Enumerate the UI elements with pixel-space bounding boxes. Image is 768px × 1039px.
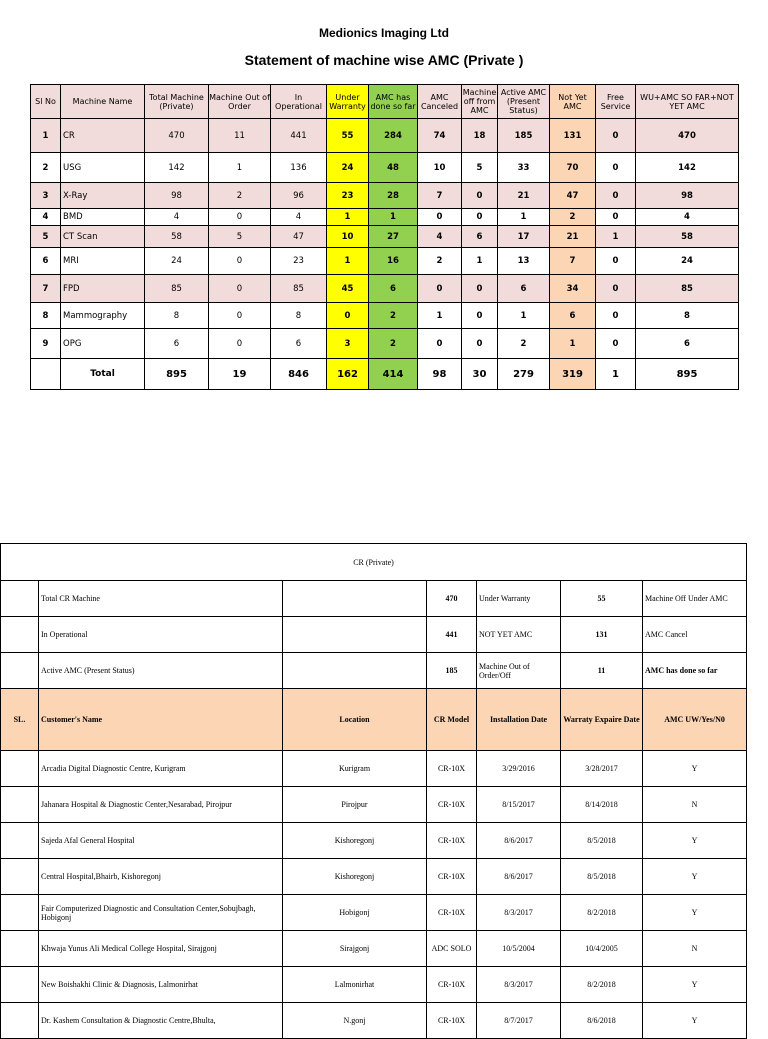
summary-value-cell: 4 [418, 226, 462, 248]
header-not-yet-amc: Not Yet AMC [550, 85, 596, 119]
total-cell: 279 [498, 359, 550, 390]
summary-row [31, 248, 739, 275]
detail-cell: 8/5/2018 [561, 823, 643, 859]
detail-info-row [1, 581, 747, 617]
detail-cell: 8/2/2018 [561, 895, 643, 931]
detail-cell: 8/6/2017 [477, 859, 561, 895]
header-out-of-order: Machine Out of Order [209, 85, 271, 119]
detail-cell: Lalmonirhat [283, 967, 427, 1003]
summary-row [31, 183, 739, 209]
detail-header-cell: Location [283, 689, 427, 751]
customer-name-cell: Khwaja Yunus Ali Medical College Hospital, Sirajgonj [39, 931, 283, 967]
summary-value-cell: 96 [271, 183, 327, 209]
detail-cell: CR-10X [427, 967, 477, 1003]
summary-value-cell: 0 [418, 275, 462, 303]
summary-value-cell: 4 [145, 209, 209, 226]
detail-header-row [1, 689, 747, 751]
summary-value-cell: 284 [369, 119, 418, 153]
detail-cell: Sirajgonj [283, 931, 427, 967]
summary-value-cell: 0 [596, 153, 636, 183]
info-cell: Total CR Machine [39, 581, 283, 617]
summary-value-cell: 0 [596, 303, 636, 329]
summary-row [31, 119, 739, 153]
summary-value-cell: 34 [550, 275, 596, 303]
detail-row [1, 895, 747, 931]
total-blank [31, 359, 61, 390]
summary-value-cell: 98 [145, 183, 209, 209]
summary-value-cell: 7 [550, 248, 596, 275]
summary-sl-cell: 1 [31, 119, 61, 153]
summary-value-cell: 0 [462, 275, 498, 303]
summary-value-cell: 27 [369, 226, 418, 248]
detail-cell: 8/3/2017 [477, 895, 561, 931]
detail-header-cell: Installation Date [477, 689, 561, 751]
header-sl-no: Sl No [31, 85, 61, 119]
detail-cell: Y [643, 895, 747, 931]
info-cell: Under Warranty [477, 581, 561, 617]
customer-name-cell: Dr. Kashem Consultation & Diagnostic Centre,Bhulta, [39, 1003, 283, 1039]
customer-name-cell: Sajeda Afal General Hospital [39, 823, 283, 859]
info-blank-cell [283, 617, 427, 653]
summary-value-cell: 21 [498, 183, 550, 209]
summary-sl-cell: 6 [31, 248, 61, 275]
summary-value-cell: 7 [418, 183, 462, 209]
summary-machine-name: CT Scan [61, 226, 145, 248]
total-cell: 1 [596, 359, 636, 390]
info-cell: 131 [561, 617, 643, 653]
detail-cell: 8/3/2017 [477, 967, 561, 1003]
total-cell: 846 [271, 359, 327, 390]
summary-value-cell: 74 [418, 119, 462, 153]
summary-value-cell: 6 [498, 275, 550, 303]
summary-value-cell: 85 [145, 275, 209, 303]
summary-value-cell: 6 [636, 329, 739, 359]
customer-name-cell: Arcadia Digital Diagnostic Centre, Kurigram [39, 751, 283, 787]
info-blank-cell [283, 581, 427, 617]
summary-value-cell: 24 [145, 248, 209, 275]
detail-header-cell: CR Model [427, 689, 477, 751]
detail-cell: Pirojpur [283, 787, 427, 823]
summary-value-cell: 0 [462, 209, 498, 226]
summary-value-cell: 28 [369, 183, 418, 209]
detail-row [1, 859, 747, 895]
summary-sl-cell: 7 [31, 275, 61, 303]
summary-value-cell: 23 [327, 183, 369, 209]
detail-cell: CR-10X [427, 751, 477, 787]
detail-cell: CR-10X [427, 895, 477, 931]
info-cell: AMC has done so far [643, 653, 747, 689]
summary-value-cell: 1 [498, 209, 550, 226]
summary-value-cell: 4 [271, 209, 327, 226]
summary-value-cell: 2 [498, 329, 550, 359]
summary-value-cell: 45 [327, 275, 369, 303]
total-cell: 19 [209, 359, 271, 390]
detail-header-cell: AMC UW/Yes/N0 [643, 689, 747, 751]
summary-sl-cell: 8 [31, 303, 61, 329]
summary-value-cell: 0 [209, 329, 271, 359]
summary-machine-name: CR [61, 119, 145, 153]
detail-cell: 10/5/2004 [477, 931, 561, 967]
summary-value-cell: 2 [369, 329, 418, 359]
info-cell: NOT YET AMC [477, 617, 561, 653]
summary-row [31, 226, 739, 248]
summary-value-cell: 2 [550, 209, 596, 226]
summary-value-cell: 58 [636, 226, 739, 248]
info-cell: 441 [427, 617, 477, 653]
summary-value-cell: 0 [462, 183, 498, 209]
detail-row [1, 823, 747, 859]
summary-value-cell: 8 [636, 303, 739, 329]
customer-name-cell: Central Hospital,Bhairb, Kishoregonj [39, 859, 283, 895]
detail-cell: 8/6/2018 [561, 1003, 643, 1039]
summary-value-cell: 5 [462, 153, 498, 183]
summary-value-cell: 1 [369, 209, 418, 226]
summary-sl-cell: 5 [31, 226, 61, 248]
total-cell: 319 [550, 359, 596, 390]
summary-value-cell: 0 [596, 209, 636, 226]
detail-cell: 3/29/2016 [477, 751, 561, 787]
detail-header-cell: Warraty Expaire Date [561, 689, 643, 751]
header-total-machine: Total Machine (Private) [145, 85, 209, 119]
summary-value-cell: 18 [462, 119, 498, 153]
detail-cell [1, 823, 39, 859]
summary-value-cell: 0 [596, 119, 636, 153]
detail-info-row [1, 653, 747, 689]
summary-value-cell: 10 [418, 153, 462, 183]
summary-sl-cell: 4 [31, 209, 61, 226]
detail-cell: Kishoregonj [283, 823, 427, 859]
customer-name-cell: New Boishakhi Clinic & Diagnosis, Lalmonirhat [39, 967, 283, 1003]
customer-name-cell: Fair Computerized Diagnostic and Consultation Center,Sobujbagh, Hobigonj [39, 895, 283, 931]
summary-value-cell: 21 [550, 226, 596, 248]
summary-row [31, 153, 739, 183]
summary-value-cell: 2 [209, 183, 271, 209]
detail-cell: Y [643, 751, 747, 787]
summary-value-cell: 24 [636, 248, 739, 275]
summary-value-cell: 142 [636, 153, 739, 183]
summary-machine-name: Mammography [61, 303, 145, 329]
detail-caption: CR (Private) [1, 544, 747, 581]
total-cell: 414 [369, 359, 418, 390]
summary-value-cell: 0 [209, 275, 271, 303]
summary-row [31, 329, 739, 359]
detail-caption-row [1, 544, 747, 581]
detail-cell: ADC SOLO [427, 931, 477, 967]
summary-value-cell: 85 [271, 275, 327, 303]
info-cell: 185 [427, 653, 477, 689]
summary-value-cell: 0 [327, 303, 369, 329]
detail-cell: 8/15/2017 [477, 787, 561, 823]
summary-value-cell: 16 [369, 248, 418, 275]
summary-value-cell: 3 [327, 329, 369, 359]
info-cell: AMC Cancel [643, 617, 747, 653]
summary-row [31, 303, 739, 329]
summary-value-cell: 1 [596, 226, 636, 248]
summary-value-cell: 0 [462, 329, 498, 359]
summary-row [31, 209, 739, 226]
detail-cell: CR-10X [427, 1003, 477, 1039]
summary-machine-name: MRI [61, 248, 145, 275]
detail-row [1, 967, 747, 1003]
info-blank-cell [1, 653, 39, 689]
summary-value-cell: 6 [271, 329, 327, 359]
detail-cell: Y [643, 823, 747, 859]
detail-info-row [1, 617, 747, 653]
detail-cell: Kishoregonj [283, 859, 427, 895]
total-label: Total [61, 359, 145, 390]
summary-value-cell: 131 [550, 119, 596, 153]
summary-sl-cell: 9 [31, 329, 61, 359]
summary-value-cell: 0 [209, 209, 271, 226]
summary-value-cell: 85 [636, 275, 739, 303]
summary-value-cell: 2 [418, 248, 462, 275]
summary-machine-name: BMD [61, 209, 145, 226]
detail-row [1, 787, 747, 823]
summary-value-cell: 6 [145, 329, 209, 359]
header-machine-off: Machine off from AMC [462, 85, 498, 119]
info-cell: Machine Out of Order/Off [477, 653, 561, 689]
summary-value-cell: 11 [209, 119, 271, 153]
customer-name-cell: Jahanara Hospital & Diagnostic Center,Nesarabad, Pirojpur [39, 787, 283, 823]
detail-cell: N.gonj [283, 1003, 427, 1039]
detail-cell: N [643, 931, 747, 967]
detail-cell: 8/6/2017 [477, 823, 561, 859]
info-cell: 11 [561, 653, 643, 689]
total-cell: 30 [462, 359, 498, 390]
summary-row [31, 275, 739, 303]
detail-cell: 8/2/2018 [561, 967, 643, 1003]
total-cell: 162 [327, 359, 369, 390]
summary-value-cell: 58 [145, 226, 209, 248]
total-cell: 895 [636, 359, 739, 390]
summary-value-cell: 47 [550, 183, 596, 209]
detail-cell: CR-10X [427, 787, 477, 823]
summary-value-cell: 0 [209, 248, 271, 275]
info-cell: In Operational [39, 617, 283, 653]
summary-value-cell: 6 [550, 303, 596, 329]
header-amc-canceled: AMC Canceled [418, 85, 462, 119]
summary-value-cell: 0 [418, 209, 462, 226]
summary-value-cell: 2 [369, 303, 418, 329]
summary-table [30, 84, 739, 390]
summary-value-cell: 0 [418, 329, 462, 359]
summary-sl-cell: 2 [31, 153, 61, 183]
detail-cell: Hobigonj [283, 895, 427, 931]
total-cell: 98 [418, 359, 462, 390]
summary-value-cell: 5 [209, 226, 271, 248]
summary-value-cell: 1 [498, 303, 550, 329]
summary-value-cell: 33 [498, 153, 550, 183]
summary-value-cell: 47 [271, 226, 327, 248]
summary-value-cell: 142 [145, 153, 209, 183]
detail-cell: Y [643, 967, 747, 1003]
summary-value-cell: 1 [418, 303, 462, 329]
detail-cell [1, 859, 39, 895]
info-cell: Machine Off Under AMC [643, 581, 747, 617]
info-cell: Active AMC (Present Status) [39, 653, 283, 689]
summary-value-cell: 1 [327, 248, 369, 275]
detail-cell [1, 895, 39, 931]
summary-value-cell: 470 [636, 119, 739, 153]
detail-cell: 8/14/2018 [561, 787, 643, 823]
info-cell: 470 [427, 581, 477, 617]
summary-machine-name: OPG [61, 329, 145, 359]
summary-value-cell: 1 [327, 209, 369, 226]
summary-value-cell: 98 [636, 183, 739, 209]
summary-value-cell: 1 [550, 329, 596, 359]
detail-header-cell: SL. [1, 689, 39, 751]
summary-value-cell: 0 [209, 303, 271, 329]
cr-detail-table [0, 543, 747, 1039]
company-name: Medionics Imaging Ltd [318, 26, 449, 40]
summary-value-cell: 8 [271, 303, 327, 329]
detail-cell: 8/7/2017 [477, 1003, 561, 1039]
detail-cell: CR-10X [427, 859, 477, 895]
summary-value-cell: 6 [462, 226, 498, 248]
summary-value-cell: 24 [327, 153, 369, 183]
summary-value-cell: 0 [596, 329, 636, 359]
detail-cell: Y [643, 859, 747, 895]
detail-header-cell: Customer's Name [39, 689, 283, 751]
detail-cell: 8/5/2018 [561, 859, 643, 895]
header-free-service: Free Service [596, 85, 636, 119]
detail-cell [1, 967, 39, 1003]
summary-machine-name: FPD [61, 275, 145, 303]
header-active-amc: Active AMC (Present Status) [498, 85, 550, 119]
summary-value-cell: 55 [327, 119, 369, 153]
summary-sl-cell: 3 [31, 183, 61, 209]
detail-cell [1, 1003, 39, 1039]
header-amc-done: AMC has done so far [369, 85, 418, 119]
summary-value-cell: 17 [498, 226, 550, 248]
detail-row [1, 931, 747, 967]
summary-value-cell: 48 [369, 153, 418, 183]
detail-row [1, 1003, 747, 1039]
summary-total-row [31, 359, 739, 390]
report-title: Statement of machine wise AMC (Private ) [244, 52, 524, 68]
detail-cell [1, 931, 39, 967]
total-cell: 895 [145, 359, 209, 390]
detail-cell [1, 787, 39, 823]
summary-value-cell: 8 [145, 303, 209, 329]
summary-value-cell: 13 [498, 248, 550, 275]
summary-value-cell: 136 [271, 153, 327, 183]
summary-value-cell: 6 [369, 275, 418, 303]
detail-cell [1, 751, 39, 787]
summary-value-cell: 470 [145, 119, 209, 153]
summary-value-cell: 1 [209, 153, 271, 183]
detail-cell: 10/4/2005 [561, 931, 643, 967]
detail-cell: Y [643, 1003, 747, 1039]
detail-cell: 3/28/2017 [561, 751, 643, 787]
summary-value-cell: 70 [550, 153, 596, 183]
header-in-operational: In Operational [271, 85, 327, 119]
info-blank-cell [283, 653, 427, 689]
summary-value-cell: 4 [636, 209, 739, 226]
summary-value-cell: 23 [271, 248, 327, 275]
summary-value-cell: 0 [596, 248, 636, 275]
detail-row [1, 751, 747, 787]
summary-machine-name: USG [61, 153, 145, 183]
info-blank-cell [1, 617, 39, 653]
summary-value-cell: 185 [498, 119, 550, 153]
detail-cell: CR-10X [427, 823, 477, 859]
summary-value-cell: 441 [271, 119, 327, 153]
header-sum: WU+AMC SO FAR+NOT YET AMC [636, 85, 739, 119]
detail-cell: Kurigram [283, 751, 427, 787]
summary-value-cell: 0 [596, 183, 636, 209]
summary-value-cell: 10 [327, 226, 369, 248]
summary-value-cell: 0 [462, 303, 498, 329]
summary-value-cell: 0 [596, 275, 636, 303]
summary-header-row [31, 85, 739, 119]
header-under-warranty: Under Warranty [327, 85, 369, 119]
header-machine-name: Machine Name [61, 85, 145, 119]
detail-cell: N [643, 787, 747, 823]
summary-machine-name: X-Ray [61, 183, 145, 209]
info-cell: 55 [561, 581, 643, 617]
summary-value-cell: 1 [462, 248, 498, 275]
info-blank-cell [1, 581, 39, 617]
